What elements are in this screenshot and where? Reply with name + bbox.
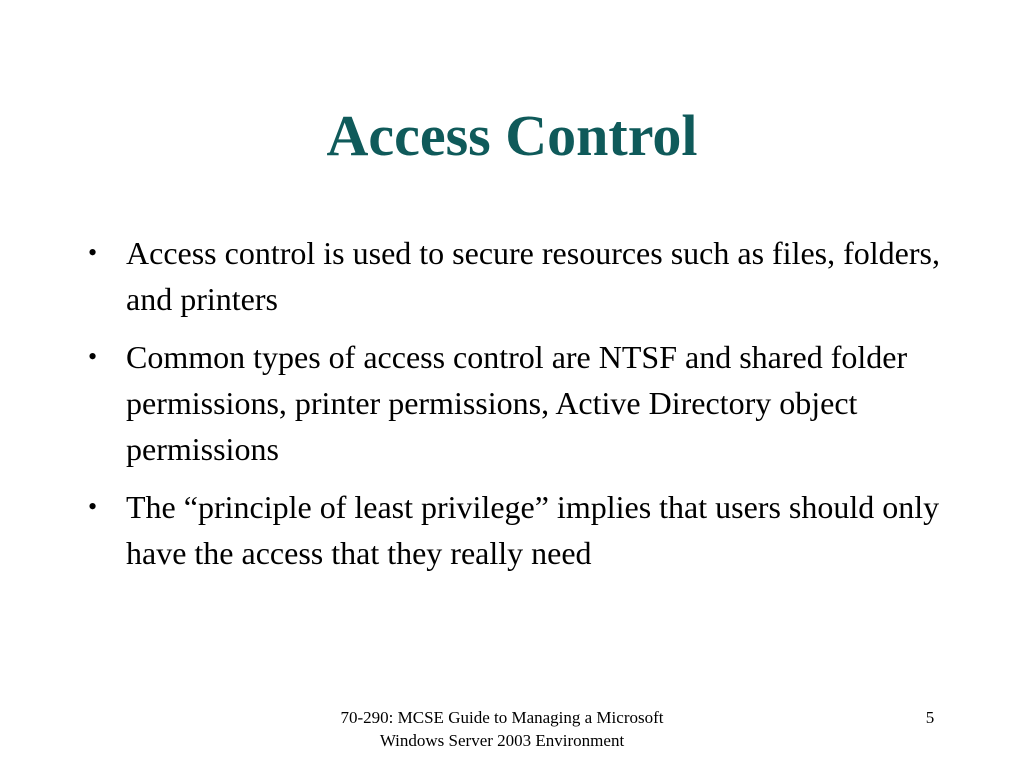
bullet-text: Access control is used to secure resources such as files, folders, and printers [126,235,940,317]
bullet-item [88,230,948,322]
slide-footer [292,706,712,752]
footer-line-2: Windows Server 2003 Environment [379,731,625,750]
bullet-text: Common types of access control are NTSF and shared folder permissions, printer permissions, Active Directory object permissions [126,339,908,467]
bullet-icon: • [88,238,98,267]
bullet-icon: • [88,342,98,371]
bullet-text: The “principle of least privilege” implies that users should only have the access that they really need [126,489,940,571]
slide-title: Access Control [326,103,698,168]
bullet-icon: • [88,492,98,521]
bullet-item [88,334,948,472]
slide-number: 5 [925,708,935,727]
footer-line-1: 70-290: MCSE Guide to Managing a Microsoft [340,708,664,727]
bullet-list [88,230,948,588]
bullet-item [88,484,948,576]
